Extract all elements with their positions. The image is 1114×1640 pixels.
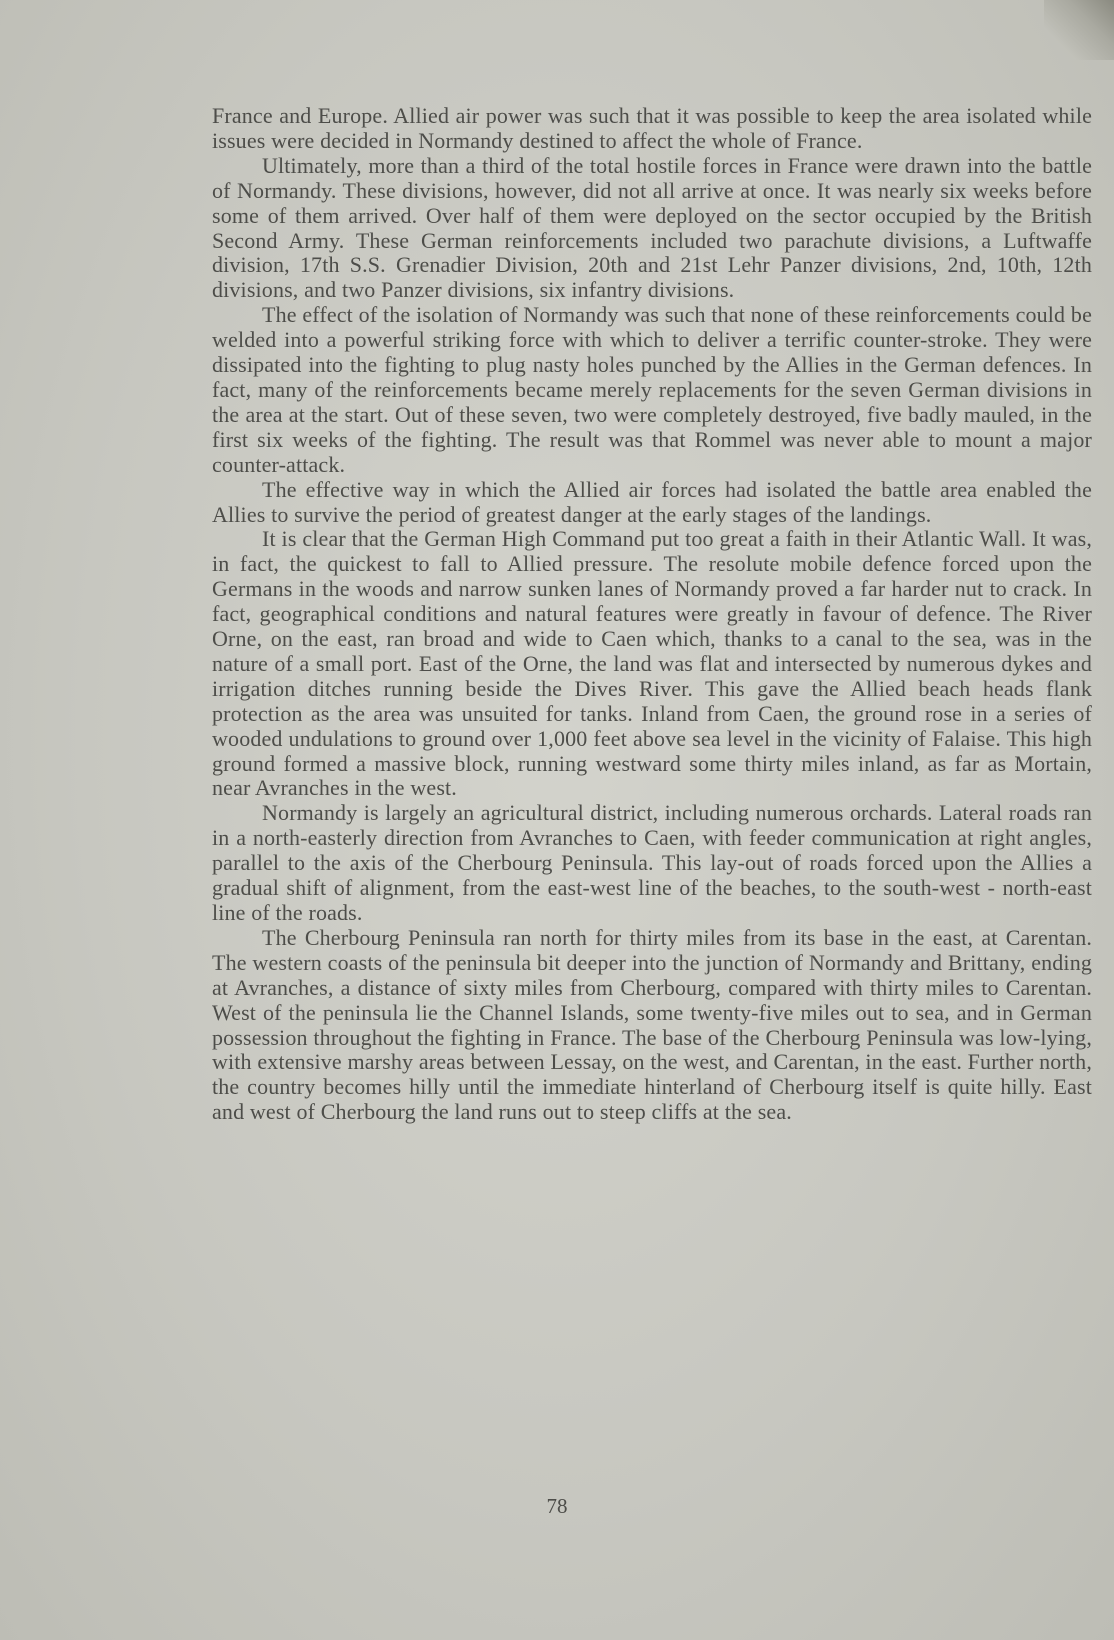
paragraph-3: The effect of the isolation of Normandy was such that none of these reinforcements could be welded into a powerful striking force with which to deliver a terrific counter-stroke. They were dissipated into the fighting to plug nasty holes punched by the Allies in the German defences. In fact, many of the reinforcements became merely replacements for the seven German divisions in the area at the start. Out of these seven, two were completely destroyed, five badly mauled, in the first six weeks of the fighting. The result was that Rommel was never able to mount a major counter-attack. (212, 302, 1092, 477)
page-corner-shadow (1044, 0, 1114, 60)
page-number: 78 (546, 1494, 568, 1518)
paragraph-7: The Cherbourg Peninsula ran north for thirty miles from its base in the east, at Carentan. The western coasts of the peninsula bit deeper into the junction of Normandy and Brittany, ending at Avranches, a distance of sixty miles from Cherbourg, compared with thirty miles to Carentan. West of the peninsula lie the Channel Islands, some twenty-five miles out to sea, and in German possession throughout the fighting in France. The base of the Cherbourg Peninsula was low-lying, with extensive marshy areas between Lessay, on the west, and Carentan, in the east. Further north, the country becomes hilly until the immediate hinterland of Cherbourg itself is quite hilly. East and west of Cherbourg the land runs out to steep cliffs at the sea. (212, 924, 1092, 1125)
paragraph-2: Ultimately, more than a third of the total hostile forces in France were drawn into the battle of Normandy. These divisions, however, did not all arrive at once. It was nearly six weeks before some of them arrived. Over half of them were deployed on the sector occupied by the British Second Army. These German reinforcements included two parachute divisions, a Luftwaffe division, 17th S.S. Grenadier Division, 20th and 21st Lehr Panzer divisions, 2nd, 10th, 12th divisions, and two Panzer divisions, six infantry divisions. (212, 152, 1092, 303)
paragraph-4: The effective way in which the Allied air forces had isolated the battle area enabled the Allies to survive the period of greatest danger at the early stages of the landings. (212, 476, 1092, 527)
paragraph-5: It is clear that the German High Command put too great a faith in their Atlantic Wall. It was, in fact, the quickest to fall to Allied pressure. The resolute mobile defence forced upon the Germans in the woods and narrow sunken lanes of Normandy proved a far harder nut to crack. In fact, geographical conditions and natural features were greatly in favour of defence. The River Orne, on the east, ran broad and wide to Caen which, thanks to a canal to the sea, was in the nature of a small port. East of the Orne, the land was flat and intersected by numerous dykes and irrigation ditches running beside the Dives River. This gave the Allied beach heads flank protection as the area was unsuited for tanks. Inland from Caen, the ground rose in a series of wooded undulations to ground over 1,000 feet above sea level in the vicinity of Falaise. This high ground formed a massive block, running westward some thirty miles inland, as far as Mortain, near Avranches in the west. (212, 526, 1092, 801)
paragraph-1: France and Europe. Allied air power was such that it was possible to keep the area isolated while issues were decided in Normandy destined to affect the whole of France. (212, 103, 1092, 153)
body-text (212, 104, 1092, 1125)
paragraph-6: Normandy is largely an agricultural district, including numerous orchards. Lateral roads ran in a north-easterly direction from Avranches to Caen, with feeder communication at right angles, parallel to the axis of the Cherbourg Peninsula. This lay-out of roads forced upon the Allies a gradual shift of alignment, from the east-west line of the beaches, to the south-west - north-east line of the roads. (212, 800, 1092, 925)
